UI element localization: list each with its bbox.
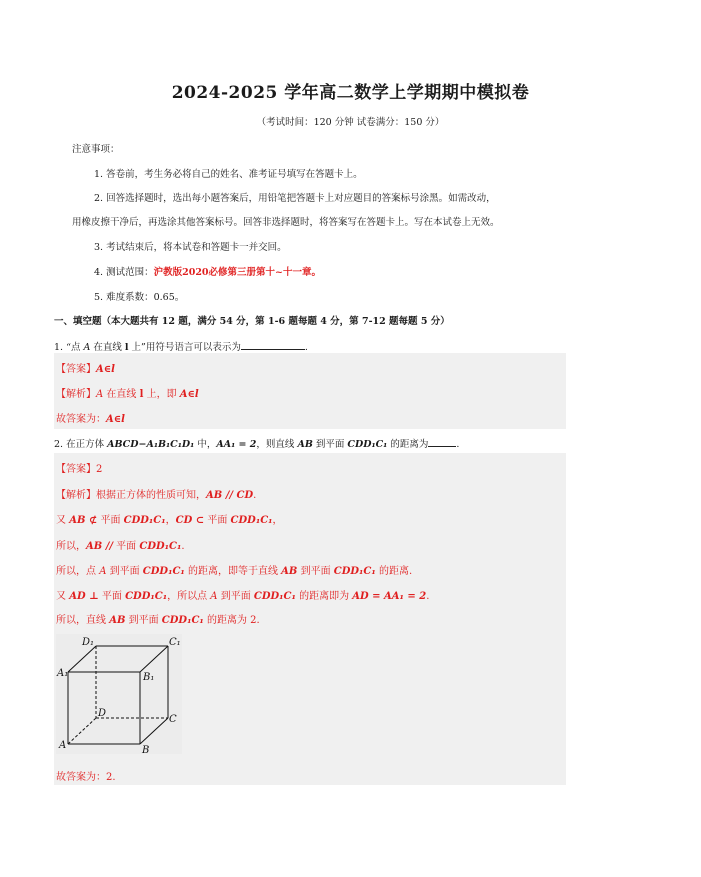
note-5: 5. 难度系数：0.65。 [94, 292, 185, 303]
q2-math: CDD₁C₁ [253, 591, 296, 602]
q2-plane: CDD₁C₁ [347, 439, 388, 450]
q2-analysis-line-4 [56, 562, 412, 577]
analysis-tag: 【解析】 [56, 389, 96, 400]
q2-text: 所以，直线 [56, 615, 110, 626]
test-scope: 沪教版2020必修第三册第十~十一章。 [153, 267, 321, 278]
q2-math: CDD₁C₁ [123, 515, 166, 526]
q2-text: . [181, 541, 185, 552]
q1-analysis-l: l [139, 389, 144, 400]
q2-analysis-line-3 [56, 537, 185, 552]
q1-text: 上”用符号语言可以表示为 [128, 342, 241, 353]
q2-text: 到平面 [297, 566, 334, 577]
q1-analysis-text: 在直线 [103, 389, 140, 400]
q2-text: . [456, 439, 460, 450]
q2-math: CD ⊂ [175, 515, 205, 526]
q2-text: 平面 [204, 515, 231, 526]
q2-math: A [210, 591, 218, 602]
q2-math: AD = AA₁ = 2 [352, 591, 427, 602]
q2-text: 根据正方体的性质可知， [96, 490, 206, 501]
q1-analysis-math: A∈l [179, 389, 199, 400]
note-2b: 用橡皮擦干净后，再选涂其他答案标号。回答非选择题时，将答案写在答题卡上。写在本试卷上无效。 [72, 217, 500, 228]
q2-math: AB ⊄ [69, 515, 98, 526]
answer-tag: 【答案】 [56, 364, 96, 375]
q2-text: 的距离为 [387, 439, 429, 450]
q2-analysis-line-6 [56, 611, 260, 626]
edge-a1d1 [68, 646, 96, 672]
q2-text: 所以，点 [56, 566, 100, 577]
q2-text: ， [165, 515, 176, 526]
q1-answer [56, 360, 115, 375]
note-2a: 2. 回答选择题时，选出每小题答案后，用铅笔把答题卡上对应题目的答案标号涂黑。如需改动， [94, 193, 496, 204]
q2-text: 到平面 [312, 439, 348, 450]
q2-text: 到平面 [106, 566, 143, 577]
q1-text: . [304, 342, 308, 353]
q2-math: AB [281, 566, 298, 577]
vertex-label-b: B [142, 745, 150, 754]
q2-text: ， [272, 515, 283, 526]
q2-cube: ABCD−A₁B₁C₁D₁ [107, 439, 195, 450]
q2-answer [56, 460, 102, 475]
q2-text: 中， [194, 439, 217, 450]
q2-text: 2. 在正方体 [54, 439, 108, 450]
q2-text: 的距离. [375, 566, 413, 577]
q1-analysis-a: A [96, 389, 104, 400]
exam-info: （考试时间：120 分钟 试卷满分：150 分） [256, 117, 445, 128]
q2-text: 的距离为 2. [203, 615, 260, 626]
q2-text: 平面 [113, 541, 140, 552]
q2-text: 平面 [97, 515, 124, 526]
note-3: 3. 考试结束后，将本试卷和答题卡一并交回。 [94, 242, 287, 253]
cube-figure [56, 634, 182, 754]
q1-final [56, 410, 125, 425]
q1-text: 1. “点 [54, 342, 84, 353]
answer-blank [428, 438, 456, 447]
q2-text: 所以， [56, 541, 86, 552]
q2-math: AB // [86, 541, 113, 552]
vertex-label-d: D [98, 708, 107, 719]
edge-b1c1 [140, 646, 168, 672]
page-title: 2024-2025 学年高二数学上学期期中模拟卷 [171, 83, 530, 103]
answer-blank [241, 341, 305, 350]
q2-math: A [99, 566, 107, 577]
q2-math: AD ⊥ [69, 591, 99, 602]
q2-math: CDD₁C₁ [125, 591, 168, 602]
vertex-label-c1: C₁ [169, 637, 181, 648]
vertex-label-d1: D₁ [82, 637, 95, 648]
q2-text: 的距离即为 [295, 591, 353, 602]
q2-analysis-line-5 [56, 587, 429, 602]
vertex-label-a: A [59, 740, 67, 751]
vertex-label-b1: B₁ [143, 672, 155, 683]
q2-answer-value: 2 [96, 464, 103, 475]
q2-math: CDD₁C₁ [142, 566, 185, 577]
q2-final-value: 2. [106, 772, 116, 783]
q2-math: CDD₁C₁ [161, 615, 204, 626]
notes-heading: 注意事项： [72, 144, 120, 155]
answer-tag: 【答案】 [56, 464, 96, 475]
q2-text: 平面 [98, 591, 126, 602]
edge-ad-hidden [68, 718, 96, 744]
q2-text: . [426, 591, 430, 602]
q2-text: 的距离，即等于直线 [184, 566, 282, 577]
final-label: 故答案为： [56, 772, 106, 783]
q1-answer-math: A∈l [96, 364, 115, 375]
q2-math: AB [109, 615, 126, 626]
q2-condition: AA₁ = 2 [216, 439, 257, 450]
q1-analysis-text: 上，即 [143, 389, 180, 400]
section-heading: 一、填空题（本大题共有 12 题，满分 54 分，第 1-6 题每题 4 分，第 7-12 题每题 5 分） [54, 316, 450, 327]
question-1-stem [54, 339, 308, 353]
q2-text: 又 [56, 515, 70, 526]
q2-text: ，则直线 [256, 439, 298, 450]
q2-line-ab: AB [297, 439, 313, 450]
q2-math: CDD₁C₁ [139, 541, 182, 552]
q1-text: 在直线 [90, 342, 125, 353]
q2-text: 到平面 [217, 591, 254, 602]
vertex-label-a1: A₁ [57, 668, 69, 679]
q2-math: CDD₁C₁ [230, 515, 273, 526]
q1-analysis [56, 385, 199, 400]
note-4-prefix: 4. 测试范围： [94, 267, 154, 278]
q1-line-l: l [124, 342, 129, 353]
analysis-tag: 【解析】 [56, 490, 96, 501]
vertex-label-c: C [169, 714, 177, 725]
q2-final [56, 768, 116, 783]
question-2-stem [54, 436, 459, 450]
edge-bc [140, 718, 168, 744]
q2-analysis-line-2 [56, 511, 283, 526]
q2-math: CDD₁C₁ [333, 566, 376, 577]
q2-text: ，所以点 [167, 591, 211, 602]
cube-diagram [56, 634, 182, 754]
q2-text: 到平面 [125, 615, 162, 626]
q1-point-a: A [83, 342, 91, 353]
note-4 [94, 264, 321, 278]
q2-analysis-line-1 [56, 486, 256, 501]
q2-text: 又 [56, 591, 70, 602]
q1-final-math: A∈l [106, 414, 125, 425]
note-1: 1. 答卷前，考生务必将自己的姓名、准考证号填写在答题卡上。 [94, 169, 363, 180]
q2-math: AB // CD [206, 490, 254, 501]
final-label: 故答案为： [56, 414, 106, 425]
q2-text: . [253, 490, 257, 501]
